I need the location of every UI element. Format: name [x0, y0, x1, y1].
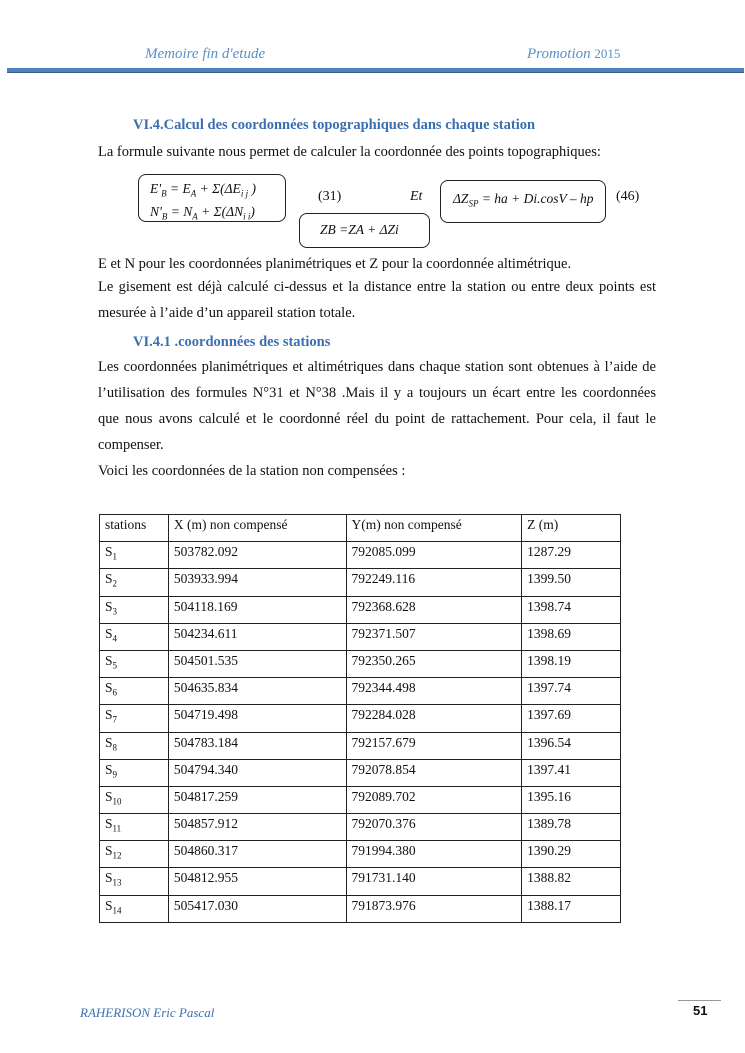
paragraph-gisement-line1: Le gisement est déjà calculé ci-dessus et la distance entre la station ou entre deux points est — [98, 279, 656, 295]
paragraph-stations-line4: compenser. — [98, 437, 164, 453]
cell-z: 1397.74 — [522, 678, 621, 705]
cell-z: 1287.29 — [522, 542, 621, 569]
paragraph-gisement-line2: mesurée à l’aide d’un appareil station totale. — [98, 305, 356, 321]
formula-n: $N'_B = N_A + \Sigma(\Delta N_{i i})$ — [150, 203, 255, 222]
subsection-title: VI.4.1 .coordonnées des stations — [133, 334, 331, 350]
header-right-title — [527, 46, 620, 63]
cell-y: 792089.702 — [346, 786, 522, 813]
header-promotion-word: Promotion — [527, 46, 591, 62]
table-row — [100, 650, 621, 677]
cell-station: $S_1$ — [100, 542, 169, 569]
cell-x: 503782.092 — [168, 542, 346, 569]
cell-y: 792284.028 — [346, 705, 522, 732]
header-promotion-year: 2015 — [594, 46, 621, 61]
cell-z: 1389.78 — [522, 814, 621, 841]
cell-x: 504794.340 — [168, 759, 346, 786]
cell-y: 792157.679 — [346, 732, 522, 759]
table-row — [100, 596, 621, 623]
cell-x: 503933.994 — [168, 569, 346, 596]
intro-paragraph: La formule suivante nous permet de calculer la coordonnée des points topographiques: — [98, 144, 601, 160]
cell-y: 792368.628 — [346, 596, 522, 623]
formula-box-zb: ZB =ZA + ΔZi — [299, 213, 430, 248]
header-left-title: Memoire fin d'etude — [145, 46, 266, 62]
formula-e: $E'_B = E_A + \Sigma(\Delta E_{i j}$ ) — [150, 181, 256, 199]
paragraph-stations-line2: l’utilisation des formules N°31 et N°38 .Mais il y a toujours un écart entre les coordonnées — [98, 385, 656, 401]
header-rule — [7, 68, 744, 73]
cell-y: 791994.380 — [346, 841, 522, 868]
table-row — [100, 759, 621, 786]
cell-z: 1399.50 — [522, 569, 621, 596]
cell-x: 504817.259 — [168, 786, 346, 813]
equation-number-46: (46) — [616, 189, 640, 204]
table-header-row — [100, 515, 621, 542]
paragraph-stations-line3: que nous avons calculé et le coordonné réel du point de rattachement. Pour cela, il faut le — [98, 411, 656, 427]
cell-y: 792249.116 — [346, 569, 522, 596]
formula-box-en — [138, 174, 286, 222]
cell-z: 1397.69 — [522, 705, 621, 732]
cell-y: 792085.099 — [346, 542, 522, 569]
cell-x: 504118.169 — [168, 596, 346, 623]
cell-station: $S_{12}$ — [100, 841, 169, 868]
header-z: Z (m) — [522, 515, 621, 542]
table-row — [100, 623, 621, 650]
cell-station: $S_2$ — [100, 569, 169, 596]
cell-z: 1398.69 — [522, 623, 621, 650]
cell-z: 1396.54 — [522, 732, 621, 759]
cell-station: $S_5$ — [100, 650, 169, 677]
table-row — [100, 705, 621, 732]
cell-z: 1398.19 — [522, 650, 621, 677]
cell-station: $S_4$ — [100, 623, 169, 650]
cell-station: $S_3$ — [100, 596, 169, 623]
cell-station: $S_9$ — [100, 759, 169, 786]
header-x: X (m) non compensé — [168, 515, 346, 542]
cell-x: 504783.184 — [168, 732, 346, 759]
cell-x: 504234.611 — [168, 623, 346, 650]
formula-box-zsp: $\Delta Z_{SP}$ = ha + Di.cosV – hp — [440, 180, 606, 223]
cell-z: 1397.41 — [522, 759, 621, 786]
paragraph-en: E et N pour les coordonnées planimétriques et Z pour la coordonnée altimétrique. — [98, 256, 572, 272]
coordinates-table — [99, 514, 621, 923]
cell-z: 1398.74 — [522, 596, 621, 623]
table-row — [100, 732, 621, 759]
cell-x: 505417.030 — [168, 895, 346, 922]
et-word: Et — [410, 189, 423, 204]
cell-y: 792070.376 — [346, 814, 522, 841]
cell-x: 504501.535 — [168, 650, 346, 677]
cell-x: 504812.955 — [168, 868, 346, 895]
header-stations: stations — [100, 515, 169, 542]
cell-station: $S_8$ — [100, 732, 169, 759]
table-row — [100, 542, 621, 569]
cell-y: 791731.140 — [346, 868, 522, 895]
cell-z: 1390.29 — [522, 841, 621, 868]
cell-station: $S_7$ — [100, 705, 169, 732]
cell-z: 1395.16 — [522, 786, 621, 813]
table-row — [100, 841, 621, 868]
equation-number-31: (31) — [318, 189, 342, 204]
footer-rule — [678, 1000, 721, 1001]
cell-x: 504719.498 — [168, 705, 346, 732]
table-row — [100, 678, 621, 705]
cell-x: 504635.834 — [168, 678, 346, 705]
cell-y: 792344.498 — [346, 678, 522, 705]
cell-y: 792350.265 — [346, 650, 522, 677]
table-row — [100, 786, 621, 813]
cell-station: $S_{11}$ — [100, 814, 169, 841]
cell-y: 792371.507 — [346, 623, 522, 650]
cell-z: 1388.82 — [522, 868, 621, 895]
page-number: 51 — [693, 1003, 708, 1018]
table-row — [100, 814, 621, 841]
table-row — [100, 895, 621, 922]
cell-y: 792078.854 — [346, 759, 522, 786]
cell-z: 1388.17 — [522, 895, 621, 922]
header-y: Y(m) non compensé — [346, 515, 522, 542]
cell-station: $S_{10}$ — [100, 786, 169, 813]
cell-station: $S_6$ — [100, 678, 169, 705]
table-row — [100, 868, 621, 895]
cell-y: 791873.976 — [346, 895, 522, 922]
cell-station: $S_{14}$ — [100, 895, 169, 922]
table-row — [100, 569, 621, 596]
cell-station: $S_{13}$ — [100, 868, 169, 895]
cell-x: 504860.317 — [168, 841, 346, 868]
paragraph-stations-line1: Les coordonnées planimétriques et altimétriques dans chaque station sont obtenues à l’aide de — [98, 359, 656, 375]
section-title: VI.4.Calcul des coordonnées topographiques dans chaque station — [133, 117, 536, 133]
footer-author: RAHERISON Eric Pascal — [80, 1005, 215, 1020]
cell-x: 504857.912 — [168, 814, 346, 841]
paragraph-voici: Voici les coordonnées de la station non compensées : — [98, 463, 406, 479]
